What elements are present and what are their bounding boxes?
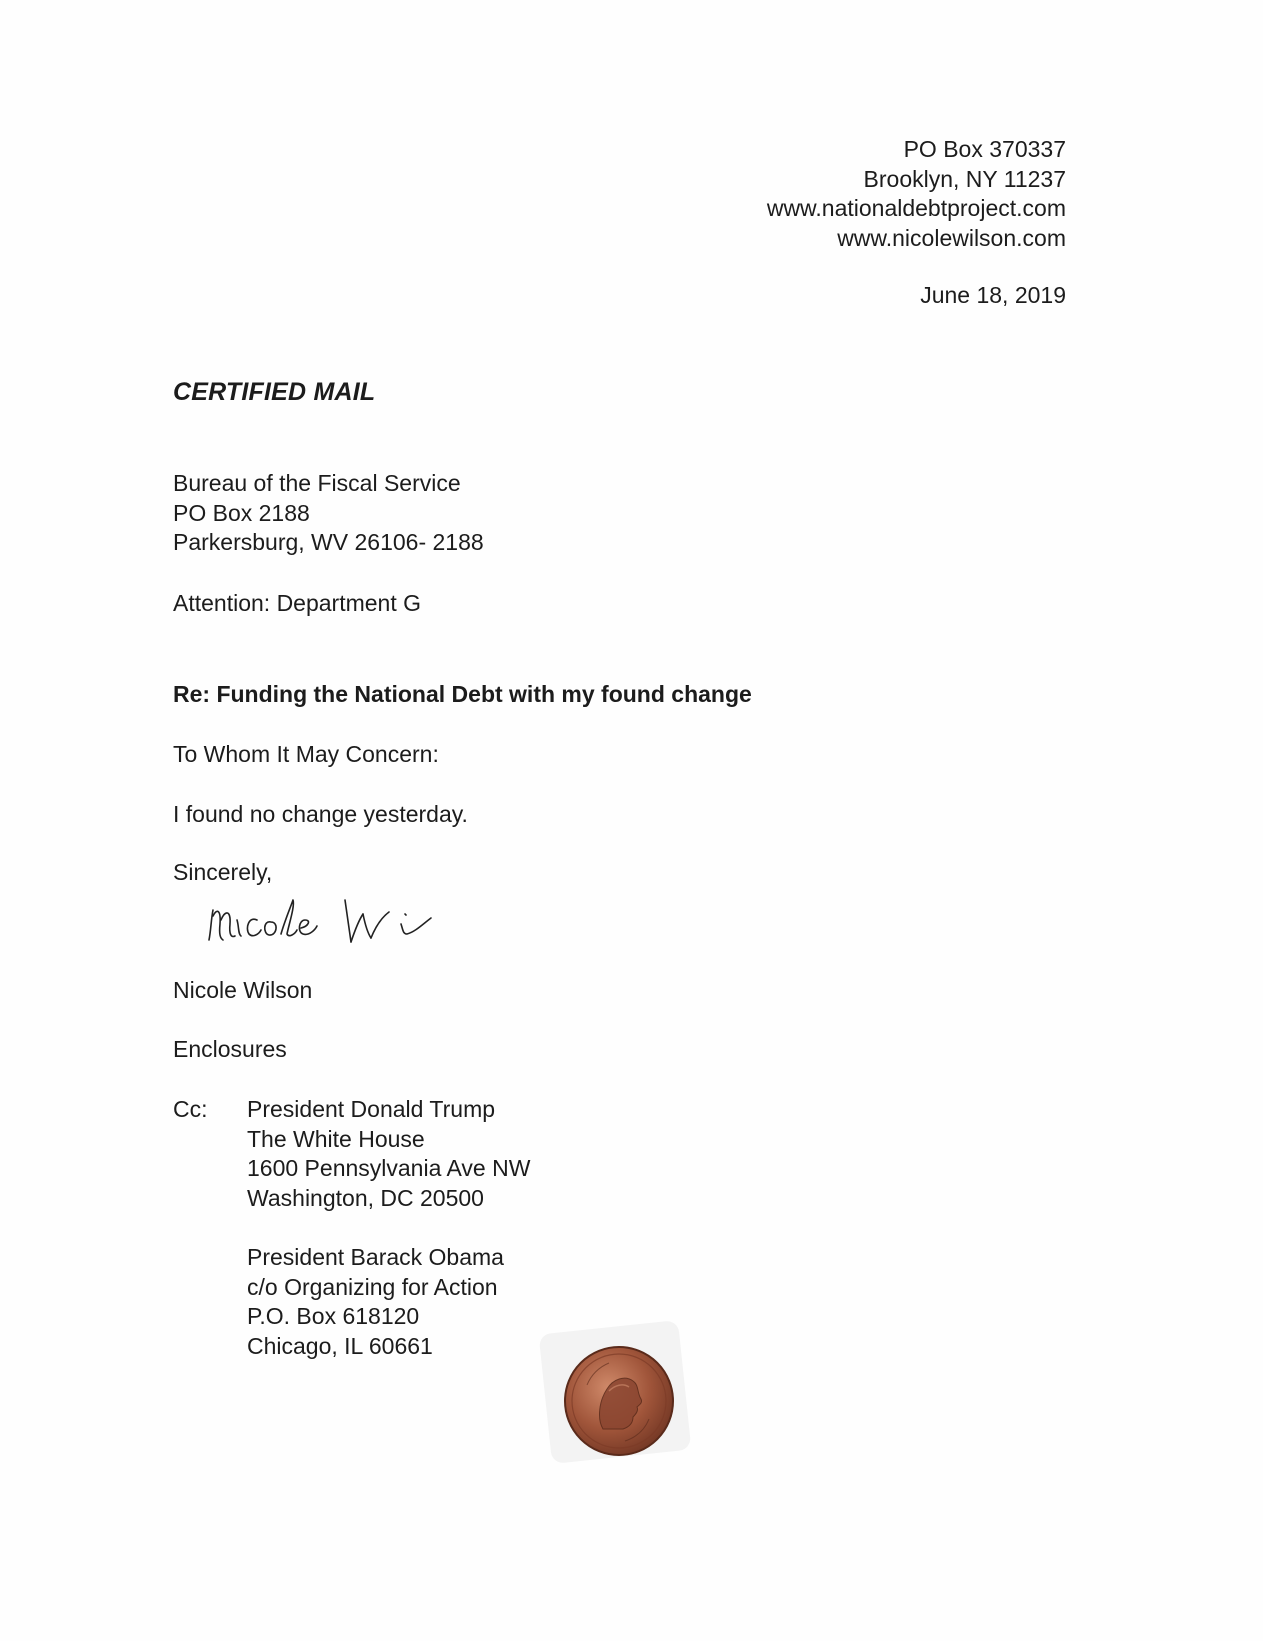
recipient-address (173, 469, 484, 558)
recipient-org: Bureau of the Fiscal Service (173, 470, 461, 496)
subject-line: Re: Funding the National Debt with my found change (173, 681, 752, 707)
sender-po-box: PO Box 370337 (903, 136, 1066, 162)
cc-recipient-name: President Barack Obama (247, 1244, 504, 1270)
closing: Sincerely, (173, 859, 273, 885)
cc-recipient-street: 1600 Pennsylvania Ave NW (247, 1155, 531, 1181)
recipient-po-box: PO Box 2188 (173, 499, 310, 526)
salutation: To Whom It May Concern: (173, 741, 439, 767)
certified-mail-heading: CERTIFIED MAIL (173, 378, 376, 406)
attention-line: Attention: Department G (173, 590, 422, 616)
letter-date: June 18, 2019 (920, 282, 1066, 308)
cc-recipient-name: President Donald Trump (247, 1096, 496, 1122)
signer-name: Nicole Wilson (173, 977, 313, 1003)
sender-city: Brooklyn, NY 11237 (863, 165, 1066, 192)
cc-recipient (247, 1095, 530, 1213)
cc-recipient-city: Washington, DC 20500 (247, 1184, 484, 1211)
enclosures-label: Enclosures (173, 1036, 287, 1062)
cc-label: Cc: (173, 1096, 208, 1122)
cc-recipient-street: P.O. Box 618120 (247, 1303, 420, 1329)
recipient-city: Parkersburg, WV 26106- 2188 (173, 529, 484, 555)
penny-coin-icon (563, 1345, 675, 1457)
letter-body: I found no change yesterday. (173, 801, 468, 827)
sender-website-1: www.nationaldebtproject.com (766, 195, 1066, 221)
cc-recipient (247, 1243, 504, 1361)
sender-website-2: www.nicolewilson.com (837, 224, 1066, 251)
sender-address (767, 135, 1066, 253)
cc-recipient-city: Chicago, IL 60661 (247, 1332, 433, 1359)
handwritten-signature-icon (205, 890, 465, 950)
cc-recipient-org: The White House (247, 1125, 425, 1152)
cc-recipient-org: c/o Organizing for Action (247, 1273, 498, 1300)
